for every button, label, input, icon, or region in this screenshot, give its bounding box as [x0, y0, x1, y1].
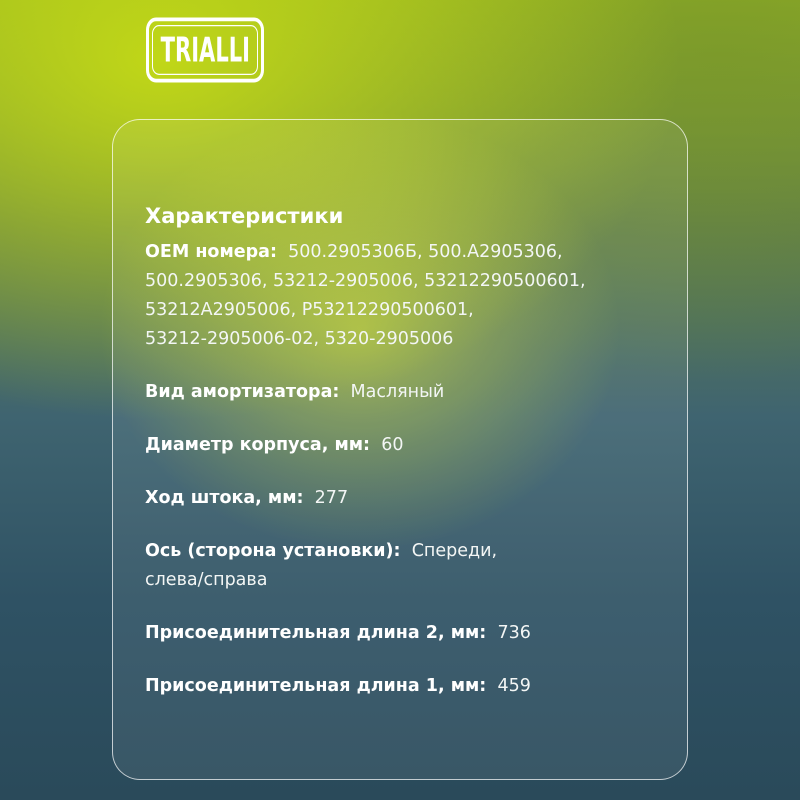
oem-label: ОЕМ номера: — [145, 242, 277, 262]
spec-value-line-2: слева/справа — [145, 570, 268, 590]
logo-text: TRIALLI — [160, 30, 250, 70]
oem-value-line-2: 500.2905306, 53212-2905006, 53212290500601, — [145, 271, 586, 291]
spec-label: Присоединительная длина 2, мм: — [145, 623, 487, 643]
spec-value: 60 — [381, 435, 404, 455]
spec-row-mount-length-1 — [145, 672, 665, 701]
oem-value-line-1: 500.2905306Б, 500.А2905306, — [288, 242, 563, 262]
spec-value: 277 — [314, 488, 349, 508]
brand-logo — [146, 18, 264, 83]
spec-row-mount-length-2 — [145, 619, 665, 648]
spec-value: Спереди, — [411, 541, 498, 561]
oem-block — [145, 238, 665, 354]
oem-line-3 — [145, 296, 665, 325]
oem-value-line-3: 53212А2905006, Р53212290500601, — [145, 300, 474, 320]
spec-row-axle-side-cont — [145, 566, 665, 595]
specs-heading: Характеристики — [145, 204, 344, 228]
oem-line-2 — [145, 267, 665, 296]
specs-content — [145, 200, 665, 701]
oem-value-line-4: 53212-2905006-02, 5320-2905006 — [145, 329, 454, 349]
spec-label: Присоединительная длина 1, мм: — [145, 676, 487, 696]
spec-row-shock-type — [145, 378, 665, 407]
spec-value: 459 — [497, 676, 531, 696]
spec-row-body-diameter — [145, 431, 665, 460]
oem-line-4 — [145, 325, 665, 354]
spec-label: Диаметр корпуса, мм: — [145, 435, 371, 455]
oem-line-1 — [145, 238, 665, 267]
spec-label: Ось (сторона установки): — [145, 541, 401, 561]
spec-row-rod-stroke — [145, 484, 665, 513]
spec-label: Ход штока, мм: — [145, 488, 304, 508]
spec-label: Вид амортизатора: — [145, 382, 340, 402]
spec-value: Масляный — [350, 382, 445, 402]
spec-value: 736 — [497, 623, 531, 643]
spec-row-axle-side — [145, 537, 665, 566]
